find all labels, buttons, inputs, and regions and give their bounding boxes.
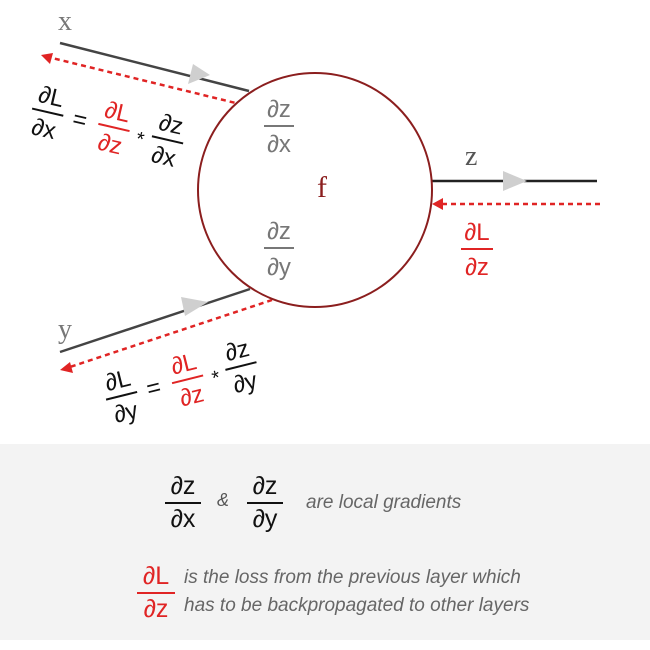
legend-dL-dz-den: ∂z [143,595,169,623]
legend-dL-dz-num: ∂L [142,562,170,590]
legend-dL-dz [137,564,175,622]
legend-dz-dy-den: ∂y [252,505,278,533]
legend-dz-dy [247,474,283,532]
function-node [198,73,432,307]
y-eq-lhs-num: ∂L [102,364,134,397]
y-forward-arrowhead [181,297,208,316]
x-eq-loc-den: ∂x [148,141,179,173]
x-eq-up-num: ∂L [102,96,133,129]
loss-note-line2: has to be backpropagated to other layers [184,595,530,616]
x-backprop-arrowhead [41,53,53,64]
y-input-edge [60,289,250,352]
legend-dz-dx [165,474,201,532]
z-backprop-arrowhead [432,198,443,210]
y-eq-up-den: ∂z [176,380,207,413]
y-eq-loc-num: ∂z [222,335,253,367]
x-eq-lhs-den: ∂x [29,113,59,146]
y-eq-times: * [209,366,223,391]
legend-dz-dy-bar [247,502,283,504]
x-label: x [58,6,72,37]
local-gradient-dz-dx [264,96,294,158]
z-forward-arrowhead [503,171,527,191]
legend-dL-dz-bar [137,592,175,594]
y-label: y [58,314,72,345]
local-gradients-note: are local gradients [306,492,462,513]
local-dz-dy-num: ∂z [267,218,291,245]
y-eq-equals: = [143,373,164,404]
y-backprop-arrowhead [60,362,73,373]
x-eq-times: * [133,128,147,152]
upstream-den: ∂z [465,254,489,281]
y-eq-up-num: ∂L [168,348,200,381]
legend-dz-dx-num: ∂z [170,472,196,500]
x-eq-up-den: ∂z [95,128,125,161]
z-label: z [465,141,478,172]
upstream-num: ∂L [464,219,490,246]
y-eq-loc-den: ∂y [230,367,261,399]
legend-panel [0,444,650,640]
y-eq-lhs-den: ∂y [110,396,141,429]
node-label: f [317,171,327,204]
legend-dz-dx-bar [165,502,201,504]
x-eq-lhs-num: ∂L [35,81,67,114]
loss-note-line1: is the loss from the previous layer which [184,567,521,588]
x-eq-loc-num: ∂z [156,108,186,141]
legend-dz-dy-num: ∂z [252,472,278,500]
local-dz-dy-den: ∂y [267,254,291,281]
local-dz-dx-num: ∂z [267,96,291,123]
local-dz-dx-den: ∂x [267,131,291,158]
x-chain-rule-equation [25,80,190,173]
legend-ampersand: & [217,490,230,510]
legend-dz-dx-den: ∂x [170,505,196,533]
upstream-gradient [461,219,493,281]
x-eq-equals: = [69,105,90,135]
